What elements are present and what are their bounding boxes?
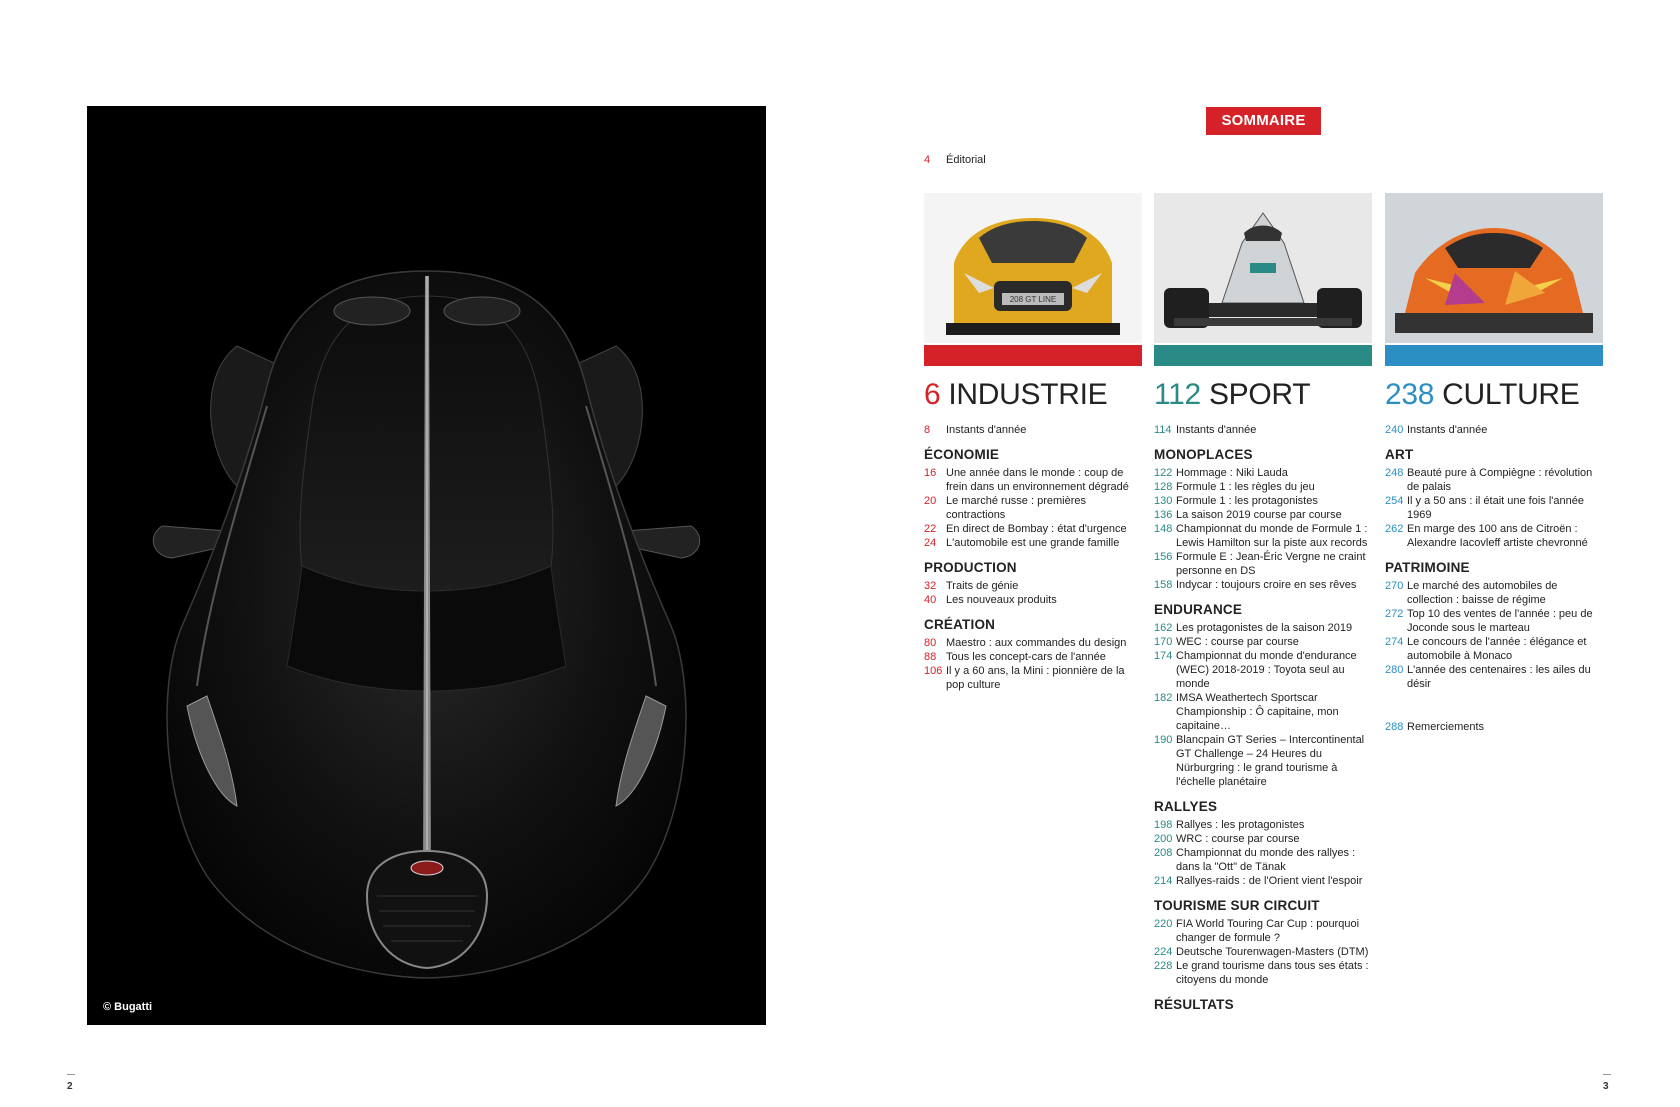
- culture-title[interactable]: 238 CULTURE: [1385, 378, 1580, 411]
- industrie-color-band: [924, 345, 1142, 366]
- toc-entry[interactable]: 32 Traits de génie: [924, 580, 1019, 592]
- culture-column: [1385, 193, 1603, 734]
- toc-entry[interactable]: 224 Deutsche Tourenwagen-Masters (DTM): [1154, 946, 1369, 958]
- toc-entry[interactable]: 274 Le concours de l'année : élégance et automobile à Monaco: [1385, 636, 1587, 662]
- cover-photo: [87, 106, 766, 1025]
- toc-entry[interactable]: 128 Formule 1 : les règles du jeu: [1154, 481, 1315, 493]
- toc-entry[interactable]: 106 Il y a 60 ans, la Mini : pionnière de la pop culture: [924, 665, 1125, 691]
- lamborghini-art-car-icon: [1385, 193, 1603, 343]
- toc-entry[interactable]: 214 Rallyes-raids : de l'Orient vient l'espoir: [1154, 875, 1363, 887]
- culture-color-band: [1385, 345, 1603, 366]
- sport-column: [1154, 193, 1372, 1016]
- toc-entry[interactable]: 130 Formule 1 : les protagonistes: [1154, 495, 1318, 507]
- toc-entry[interactable]: 190 Blancpain GT Series – Intercontinental GT Challenge – 24 Heures du Nürburgring : le grand tourisme à l'échelle planétaire: [1154, 734, 1365, 788]
- formula-e-car-icon: [1154, 193, 1372, 343]
- toc-entry[interactable]: 228 Le grand tourisme dans tous ses états : citoyens du monde: [1154, 960, 1369, 986]
- subsection-heading: ENDURANCE: [1154, 602, 1243, 617]
- toc-entry[interactable]: 22 En direct de Bombay : état d'urgence: [924, 523, 1127, 535]
- photo-credit: © Bugatti: [103, 1001, 153, 1013]
- toc-entry[interactable]: 114 Instants d'année: [1154, 424, 1257, 436]
- industrie-thumbnail: [924, 193, 1142, 343]
- industrie-title[interactable]: 6 INDUSTRIE: [924, 378, 1108, 411]
- toc-entry[interactable]: 208 Championnat du monde des rallyes : dans la "Ott" de Tänak: [1154, 847, 1356, 873]
- toc-entry[interactable]: 136 La saison 2019 course par course: [1154, 509, 1342, 521]
- toc-entry[interactable]: 200 WRC : course par course: [1154, 833, 1300, 845]
- toc-entry[interactable]: 16 Une année dans le monde : coup de frein dans un environnement dégradé: [924, 467, 1129, 493]
- sommaire-badge: SOMMAIRE: [1206, 107, 1321, 135]
- toc-entry[interactable]: 280 L'année des centenaires : les ailes du désir: [1385, 664, 1591, 690]
- toc-entry[interactable]: 174 Championnat du monde d'endurance (WEC) 2018-2019 : Toyota seul au monde: [1154, 650, 1357, 690]
- toc-entry[interactable]: 80 Maestro : aux commandes du design: [924, 637, 1127, 649]
- toc-entry[interactable]: 270 Le marché des automobiles de collection : baisse de régime: [1385, 580, 1558, 606]
- toc-entry[interactable]: 8 Instants d'année: [924, 424, 1027, 436]
- toc-entry[interactable]: 220 FIA World Touring Car Cup : pourquoi changer de formule ?: [1154, 918, 1360, 944]
- subsection-heading: CRÉATION: [924, 617, 996, 632]
- subsection-heading: TOURISME SUR CIRCUIT: [1154, 898, 1320, 913]
- toc-entry[interactable]: 24 L'automobile est une grande famille: [924, 537, 1120, 549]
- spacer: [1385, 691, 1603, 720]
- toc-entry[interactable]: 158 Indycar : toujours croire en ses rêves: [1154, 579, 1357, 591]
- toc-entry[interactable]: 40 Les nouveaux produits: [924, 594, 1057, 606]
- toc-entry[interactable]: 254 Il y a 50 ans : il était une fois l'année 1969: [1385, 495, 1584, 521]
- toc-entry[interactable]: 262 En marge des 100 ans de Citroën : Alexandre Iacovleff artiste chevronné: [1385, 523, 1588, 549]
- editorial-entry[interactable]: 4 Éditorial: [924, 154, 986, 166]
- toc-entry[interactable]: 148 Championnat du monde de Formule 1 : Lewis Hamilton sur la piste aux records: [1154, 523, 1368, 549]
- toc-entry[interactable]: 240 Instants d'année: [1385, 424, 1488, 436]
- industrie-column: [924, 193, 1142, 692]
- subsection-heading: ART: [1385, 447, 1414, 462]
- subsection-heading: PRODUCTION: [924, 560, 1017, 575]
- subsection-heading[interactable]: RÉSULTATS: [1154, 997, 1234, 1012]
- folio-right: 3: [1603, 1074, 1611, 1092]
- subsection-heading: RALLYES: [1154, 799, 1218, 814]
- toc-entry[interactable]: 88 Tous les concept-cars de l'année: [924, 651, 1106, 663]
- subsection-heading: PATRIMOINE: [1385, 560, 1470, 575]
- toc-entry[interactable]: 248 Beauté pure à Compiègne : révolution de palais: [1385, 467, 1593, 493]
- plate-text: 208 GT LINE: [1009, 295, 1057, 304]
- sport-color-band: [1154, 345, 1372, 366]
- peugeot-car-icon: [924, 193, 1142, 343]
- sport-title[interactable]: 112 SPORT: [1154, 378, 1311, 411]
- toc-entry[interactable]: 198 Rallyes : les protagonistes: [1154, 819, 1305, 831]
- toc-entry[interactable]: 122 Hommage : Niki Lauda: [1154, 467, 1288, 479]
- sport-thumbnail: [1154, 193, 1372, 343]
- folio-left: 2: [67, 1074, 75, 1092]
- toc-entry[interactable]: 162 Les protagonistes de la saison 2019: [1154, 622, 1353, 634]
- toc-entry[interactable]: 170 WEC : course par course: [1154, 636, 1299, 648]
- toc-entry[interactable]: 182 IMSA Weathertech Sportscar Championship : Ô capitaine, mon capitaine…: [1154, 692, 1339, 732]
- culture-thumbnail: [1385, 193, 1603, 343]
- toc-entry[interactable]: 272 Top 10 des ventes de l'année : peu de Joconde sous le marteau: [1385, 608, 1593, 634]
- toc-entry[interactable]: 20 Le marché russe : premières contractions: [924, 495, 1086, 521]
- toc-entry[interactable]: 156 Formule E : Jean-Éric Vergne ne craint personne en DS: [1154, 551, 1366, 577]
- bugatti-car-top-view-icon: [87, 106, 766, 1025]
- subsection-heading: ÉCONOMIE: [924, 447, 1000, 462]
- toc-entry-remerciements[interactable]: 288 Remerciements: [1385, 721, 1485, 733]
- subsection-heading: MONOPLACES: [1154, 447, 1253, 462]
